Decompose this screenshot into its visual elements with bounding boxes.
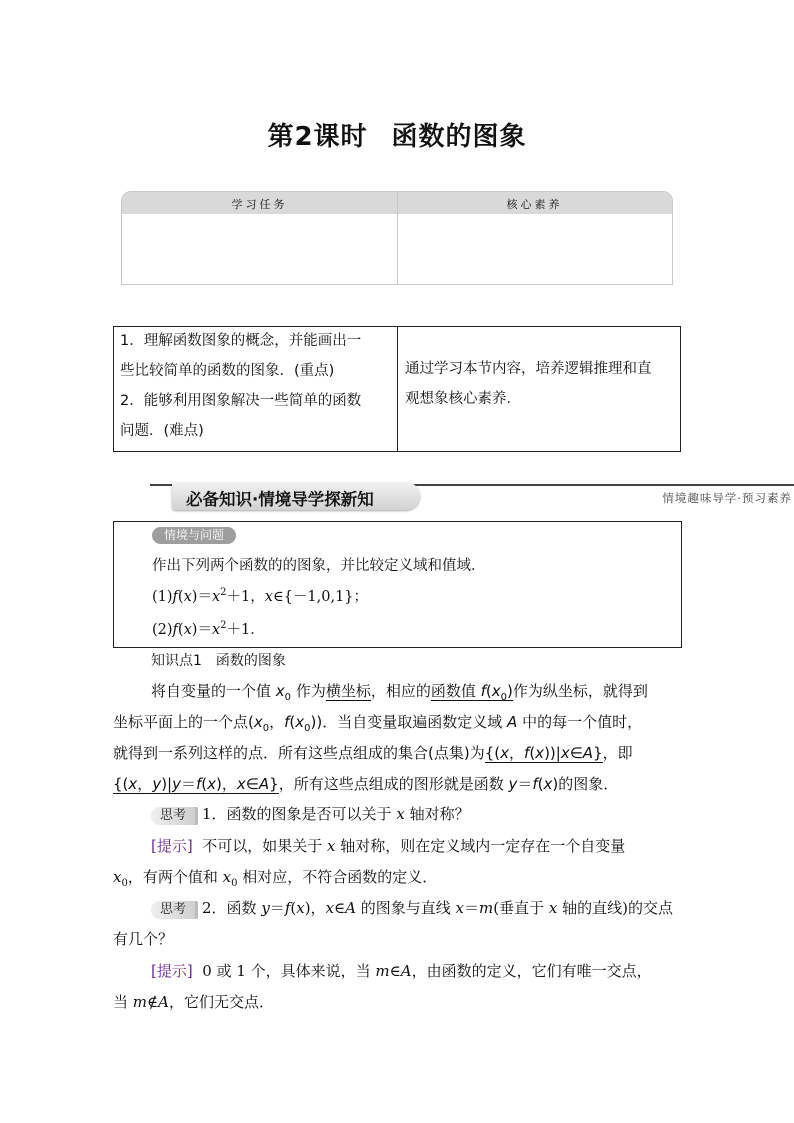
col-core-literacy: 核心素养 (506, 198, 563, 211)
knowledge-heading: 知识点1 函数的图象 (151, 653, 286, 669)
task-line: 问题．(难点) (120, 423, 204, 439)
literacy-line: 观想象核心素养． (405, 391, 521, 407)
core-literacy-cell (405, 354, 677, 414)
think-tag: 思考 (151, 807, 198, 825)
task-line: 2．能够利用图象解决一些简单的函数 (120, 393, 362, 409)
knowledge-line-1: 将自变量的一个值 $x_0$ 作为横坐标，相应的函数值 $f(x_0)$作为纵坐标，就得到 (151, 682, 648, 703)
situation-tag: 情境与问题 (152, 527, 236, 544)
hint-1-line-1: [提示] 不可以，如果关于 x 轴对称，则在定义域内一定存在一个自变量 (151, 837, 626, 855)
think-tag: 思考 (151, 901, 198, 919)
task-line: 些比较简单的函数的图象．(重点) (120, 363, 335, 379)
knowledge-line-3: 就得到一系列这样的点．所有这些点组成的集合(点集)为{(x，f(x))|x∈A}，即 (113, 744, 633, 762)
lesson-number: 第2课时 (267, 122, 368, 152)
knowledge-line-4: {(x，y)|y＝f(x)，x∈A}，所有这些点组成的图形就是函数 y＝f(x)的图象． (113, 775, 619, 793)
task-cell-empty-left (122, 214, 396, 284)
hint-tag: [提示] (151, 837, 193, 855)
task-cell-empty-right (398, 214, 672, 284)
learning-tasks-cell (120, 326, 392, 446)
think-question-1: 思考 1．函数的图象是否可以关于 x 轴对称？ (151, 803, 470, 825)
table-divider (397, 327, 398, 451)
think-question-2: 思考 2．函数 y＝f(x)，x∈A 的图象与直线 x＝m(垂直于 x 轴的直线)的交点 (151, 897, 673, 919)
col-learning-tasks: 学习任务 (231, 198, 288, 211)
hint-2-line-2: 当 m∉A，它们无交点． (113, 993, 274, 1011)
hint-2-line-1: [提示] 0 或 1 个，具体来说，当 m∈A，由函数的定义，它们有唯一交点， (151, 962, 652, 980)
page-title (0, 116, 794, 153)
situation-item-2: $(2)f(x)=x^2+1$． (152, 620, 265, 638)
think-question-2-cont: 有几个？ (113, 930, 174, 948)
task-table-header (121, 191, 673, 285)
knowledge-line-2: 坐标平面上的一个点($x_0$，$f(x_0)$)．当自变量取遍函数定义域 A 中的每一个值时， (113, 713, 643, 734)
situation-item-1: $(1)f(x)=x^2+1$，x∈{－1,0,1}； (152, 587, 369, 605)
literacy-line: 通过学习本节内容，培养逻辑推理和直 (405, 361, 652, 377)
hint-tag: [提示] (151, 962, 193, 980)
objectives-table (113, 326, 681, 452)
section-subtitle: 情境趣味导学·预习素养 (662, 491, 792, 505)
task-line: 1．理解函数图象的概念，并能画出一 (120, 333, 362, 349)
situation-box (113, 521, 682, 648)
section-heading: 必备知识·情境导学探新知 (186, 490, 374, 509)
section-banner (150, 482, 794, 510)
hint-1-line-2: $x_0$，有两个值和 $x_0$ 相对应，不符合函数的定义． (113, 868, 438, 889)
lesson-topic: 函数的图象 (391, 122, 527, 152)
situation-intro: 作出下列两个函数的的图象，并比较定义域和值域． (152, 558, 486, 574)
